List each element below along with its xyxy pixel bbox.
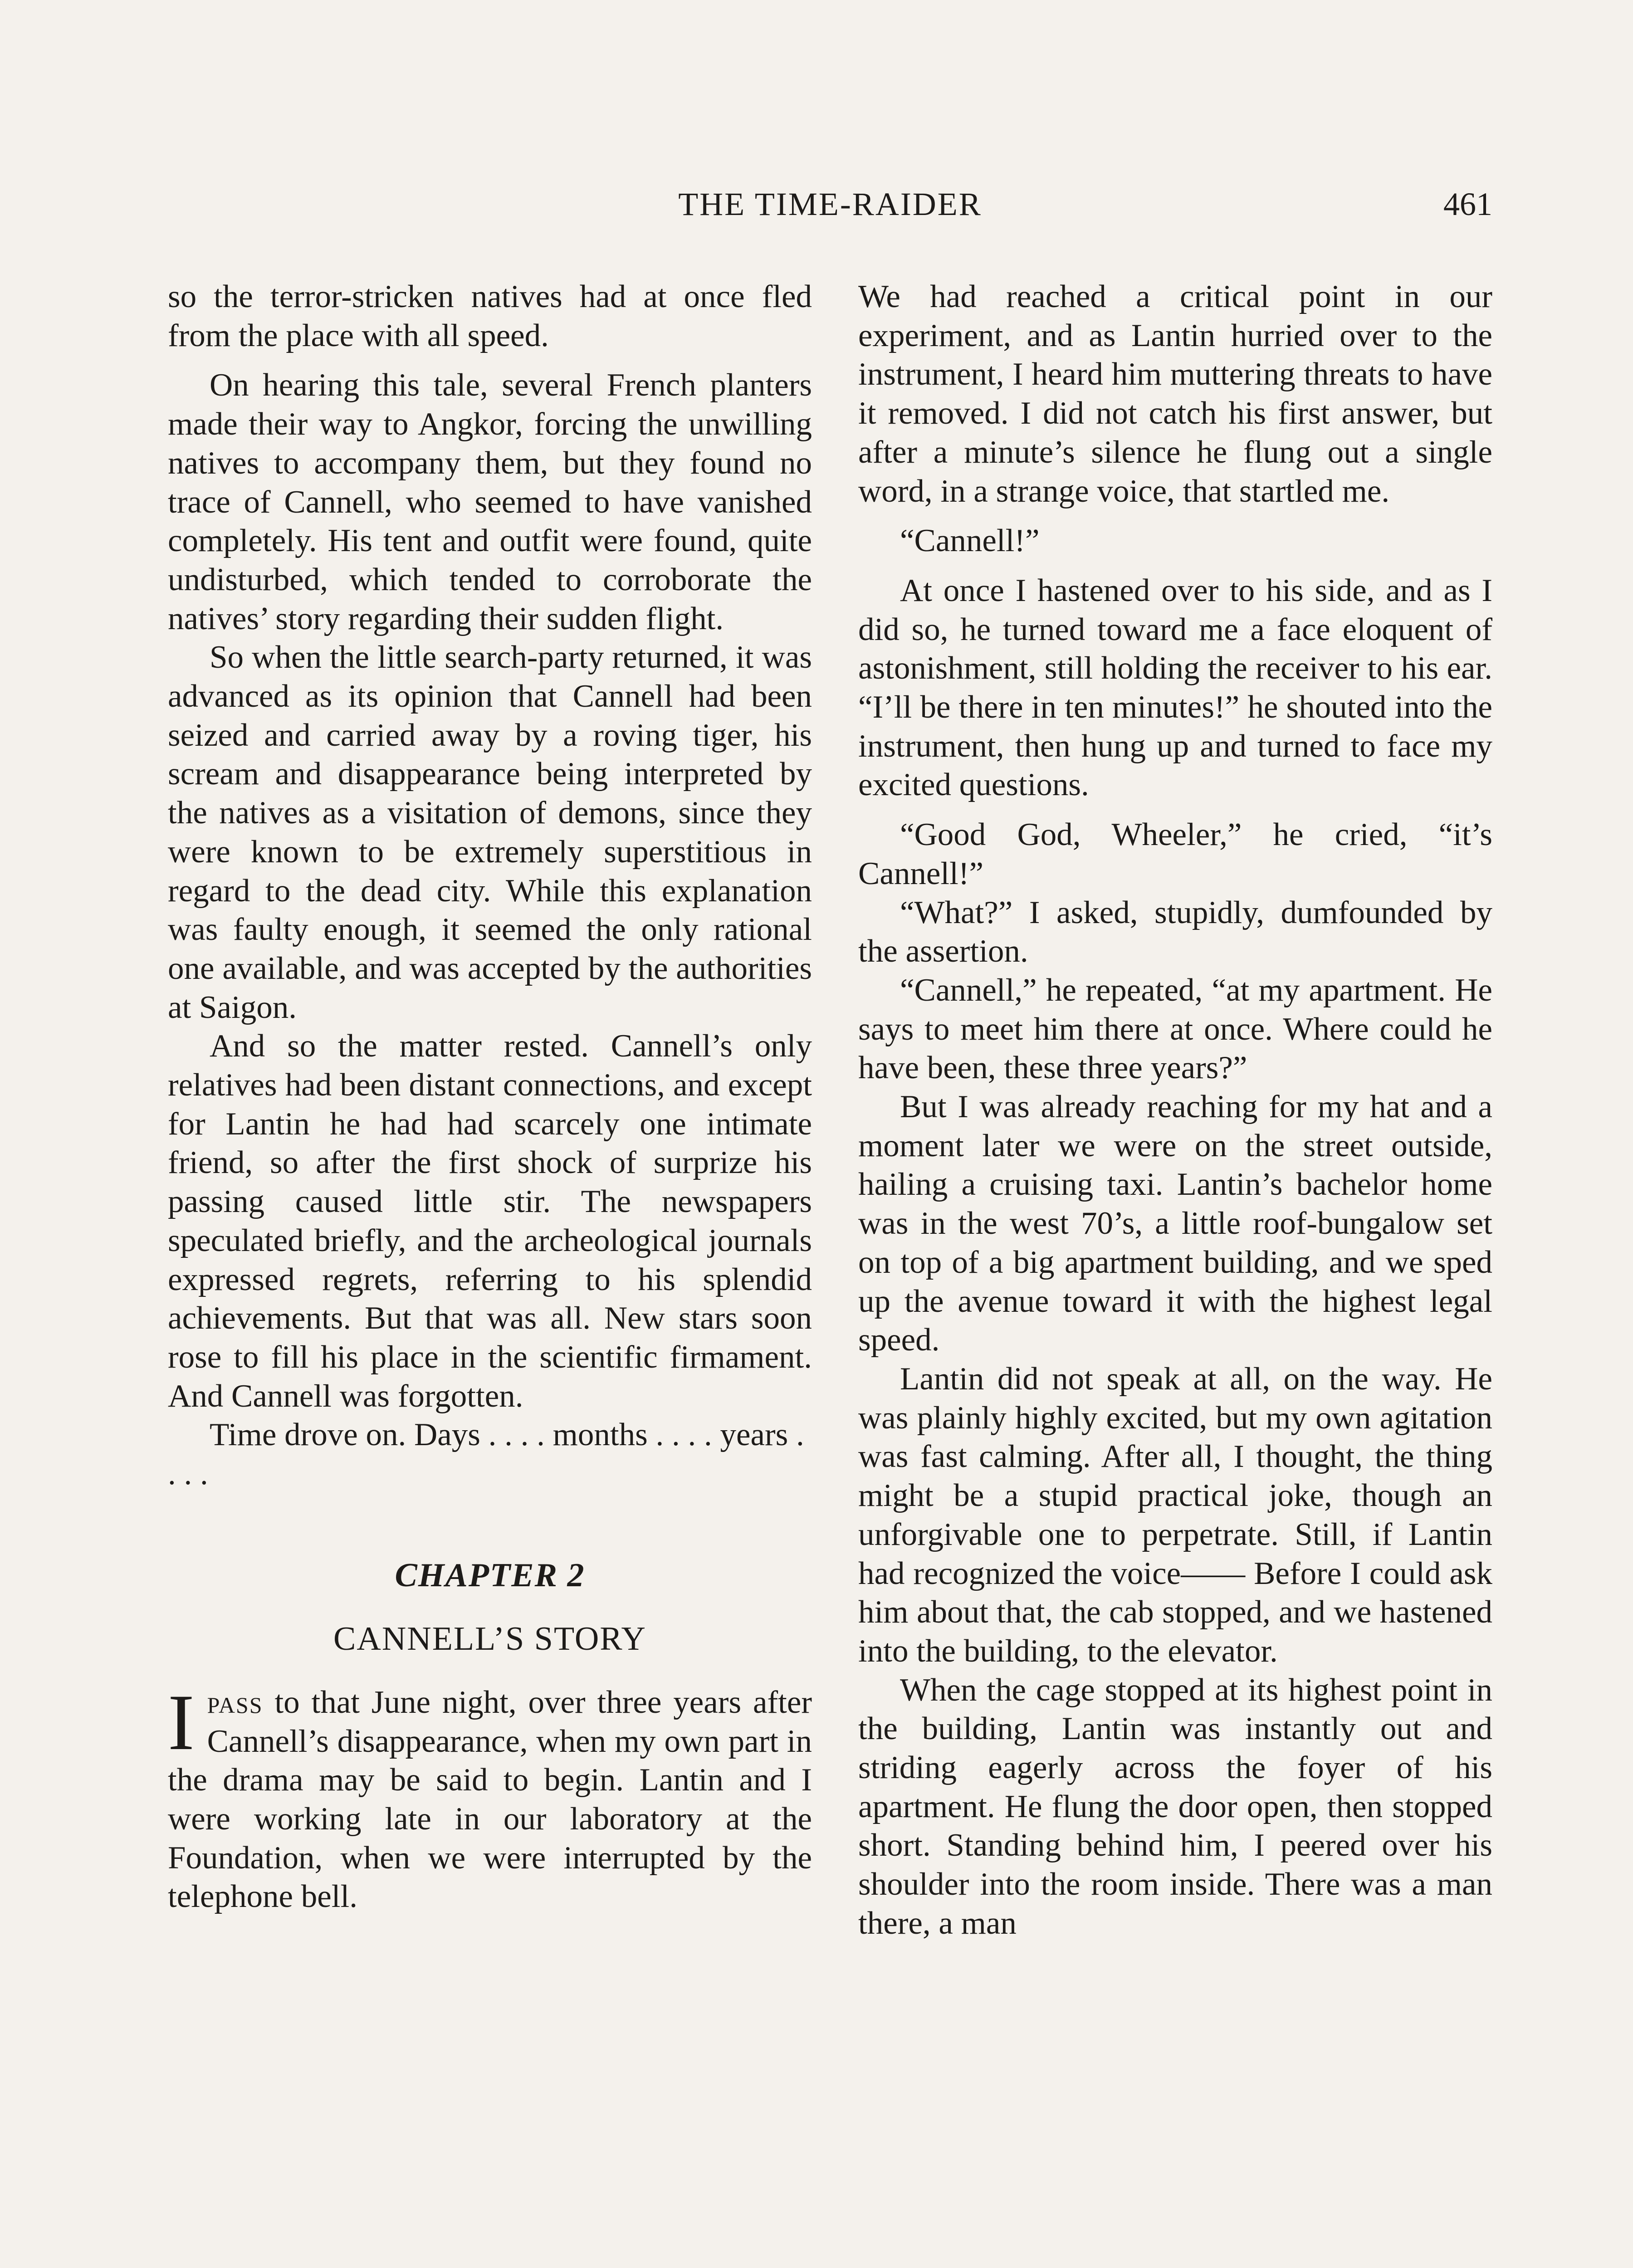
running-head — [168, 181, 1492, 231]
running-title: THE TIME-RAIDER — [678, 186, 982, 222]
opening-small-caps: pass — [207, 1684, 263, 1720]
paragraph: So when the little search-party returned, it was advanced as its opinion that Cannell had been seized and carried away by a roving tiger, his scream and disappearance being interpreted by the natives as a visitation of demons, since they were known to be extremely superstitious in regard to the dead city. While this explanation was faulty enough, it seemed the only rational one available, and was accepted by the authorities at Saigon. — [168, 640, 812, 1025]
paragraph: But I was already reaching for my hat and a moment later we were on the street outside, hailing a cruising taxi. Lantin’s bachelor home was in the west 70’s, a little roof-bungalow set on top of a big apartment building, and we sped up the avenue toward it with the highest legal speed. — [858, 1089, 1492, 1358]
chapter-opening-paragraph — [168, 1678, 812, 1916]
paragraph: “Good God, Wheeler,” he cried, “it’s Cannell!” — [858, 817, 1492, 891]
drop-cap: I — [168, 1678, 195, 1767]
paragraph: “Cannell,” he repeated, “at my apartment. He says to meet him there at once. Where could he have been, these three years?” — [858, 972, 1492, 1086]
paragraph: Time drove on. Days . . . . months . . . . years . . . . — [168, 1417, 804, 1492]
paragraph: And so the matter rested. Cannell’s only relatives had been distant connections, and except for Lantin he had had scarcely one intimate friend, so after the first shock of surprize his passing caused little stir. The newspapers speculated briefly, and the archeological journals expressed regrets, referring to his splendid achievements. But that was all. New stars soon rose to fill his place in the scientific firmament. And Cannell was forgotten. — [168, 1028, 812, 1414]
paragraph: When the cage stopped at its highest point in the building, Lantin was instantly out and striding eagerly across the foyer of his apartment. He flung the door open, then stopped short. Standing behind him, I peered over his shoulder into the room inside. There was a man there, a man — [858, 1672, 1492, 1941]
paragraph: Lantin did not speak at all, on the way. He was plainly highly excited, but my own agitation was fast calming. After all, I thought, the thing might be a stupid practical joke, though an unforgivable one to perpetrate. Still, if Lantin had recognized the voice—— Before I could ask him about that, the cab stopped, and we hastened into the building, to the elevator. — [858, 1361, 1492, 1669]
right-column — [858, 278, 1492, 1943]
paragraph: At once I hastened over to his side, and as I did so, he turned toward me a face eloquent of astonishment, still holding the receiver to his ear. “I’ll be there in ten minutes!” he shouted into the instrument, then hung up and turned to face my excited questions. — [858, 572, 1492, 803]
chapter-number: CHAPTER 2 — [395, 1556, 585, 1594]
page-number: 461 — [1443, 186, 1492, 222]
paragraph: We had reached a critical point in our experiment, and as Lantin hurried over to the instrument, I heard him muttering threats to have it removed. I did not catch his first answer, but after a minute’s silence he flung out a single word, in a strange voice, that startled me. — [858, 279, 1492, 509]
paragraph: On hearing this tale, several French planters made their way to Angkor, forcing the unwilling natives to accompany them, but they found no trace of Cannell, who seemed to have vanished completely. His tent and outfit were found, quite undisturbed, which tended to corroborate the natives’ story regarding their sudden flight. — [168, 367, 812, 636]
chapter-title: CANNELL’S STORY — [333, 1620, 646, 1657]
paragraph: “What?” I asked, stupidly, dumfounded by the assertion. — [858, 894, 1492, 969]
left-column — [168, 278, 812, 1916]
paragraph: “Cannell!” — [900, 523, 1040, 559]
paragraph: so the terror-stricken natives had at once fled from the place with all speed. — [168, 279, 812, 353]
opening-text: to that June night, over three years after Cannell’s disappearance, when my own part in the drama may be said to begin. Lantin and I were working late in our laboratory at the Foundation, when we were interrupted by the telephone bell. — [168, 1684, 812, 1915]
